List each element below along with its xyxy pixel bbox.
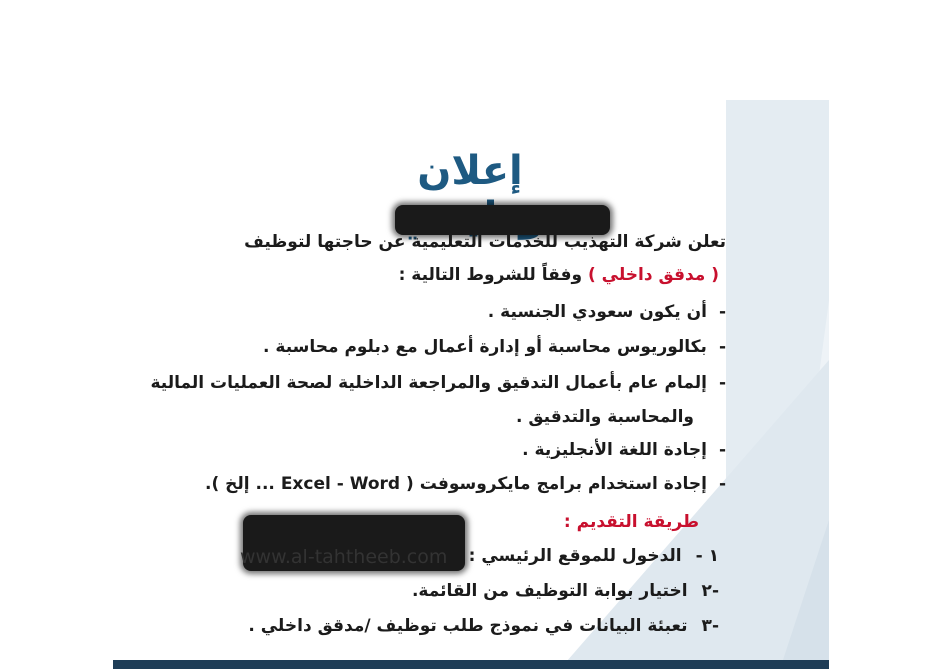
- apply-step: [469, 546, 719, 566]
- website-url: www.al-tahtheeb.com: [240, 546, 448, 568]
- requirement-text: إجادة استخدام برامج مايكروسوفت ( Excel - Word ... إلخ ).: [204, 474, 707, 494]
- step-number: -٢: [701, 581, 719, 601]
- step-text: الدخول للموقع الرئيسي :: [468, 546, 682, 566]
- requirement-item: [488, 302, 726, 322]
- requirement-text: أن يكون سعودي الجنسية .: [487, 302, 707, 322]
- bullet-dash: -: [718, 337, 726, 357]
- requirement-item: [522, 440, 726, 460]
- requirement-item: [151, 373, 727, 393]
- requirement-text: والمحاسبة والتدقيق .: [515, 407, 694, 427]
- intro-conditions: وفقاً للشروط التالية :: [398, 265, 583, 285]
- bullet-dash: -: [718, 440, 726, 460]
- requirement-text: إجادة اللغة الأنجليزية .: [522, 440, 707, 460]
- bullet-dash: -: [718, 302, 726, 322]
- apply-step: [412, 581, 719, 601]
- intro-line-1: تعلن شركة التهذيب للخدمات التعليمية عن حاجتها لتوظيف: [244, 232, 726, 252]
- bullet-dash: -: [718, 373, 726, 393]
- position-title: ( مدقق داخلي ): [587, 265, 719, 285]
- bullet-dash: -: [718, 474, 726, 494]
- step-text: اختيار بوابة التوظيف من القائمة.: [411, 581, 688, 601]
- apply-step: [248, 616, 719, 636]
- redaction-block: [395, 205, 610, 235]
- step-number: ١ -: [695, 546, 719, 566]
- apply-heading: طريقة التقديم :: [563, 512, 699, 532]
- requirement-item: [516, 407, 694, 427]
- intro-line-2: [399, 265, 719, 285]
- requirement-text: بكالوريوس محاسبة أو إدارة أعمال مع دبلوم محاسبة .: [263, 337, 707, 357]
- requirement-text: إلمام عام بأعمال التدقيق والمراجعة الداخلية لصحة العمليات المالية: [150, 373, 707, 393]
- footer-bar: [113, 660, 829, 669]
- requirement-item: [263, 337, 726, 357]
- page-title: إعلان: [417, 148, 523, 194]
- step-number: -٣: [701, 616, 719, 636]
- requirement-item: [205, 474, 726, 494]
- step-text: تعبئة البيانات في نموذج طلب توظيف /مدقق داخلي .: [248, 616, 688, 636]
